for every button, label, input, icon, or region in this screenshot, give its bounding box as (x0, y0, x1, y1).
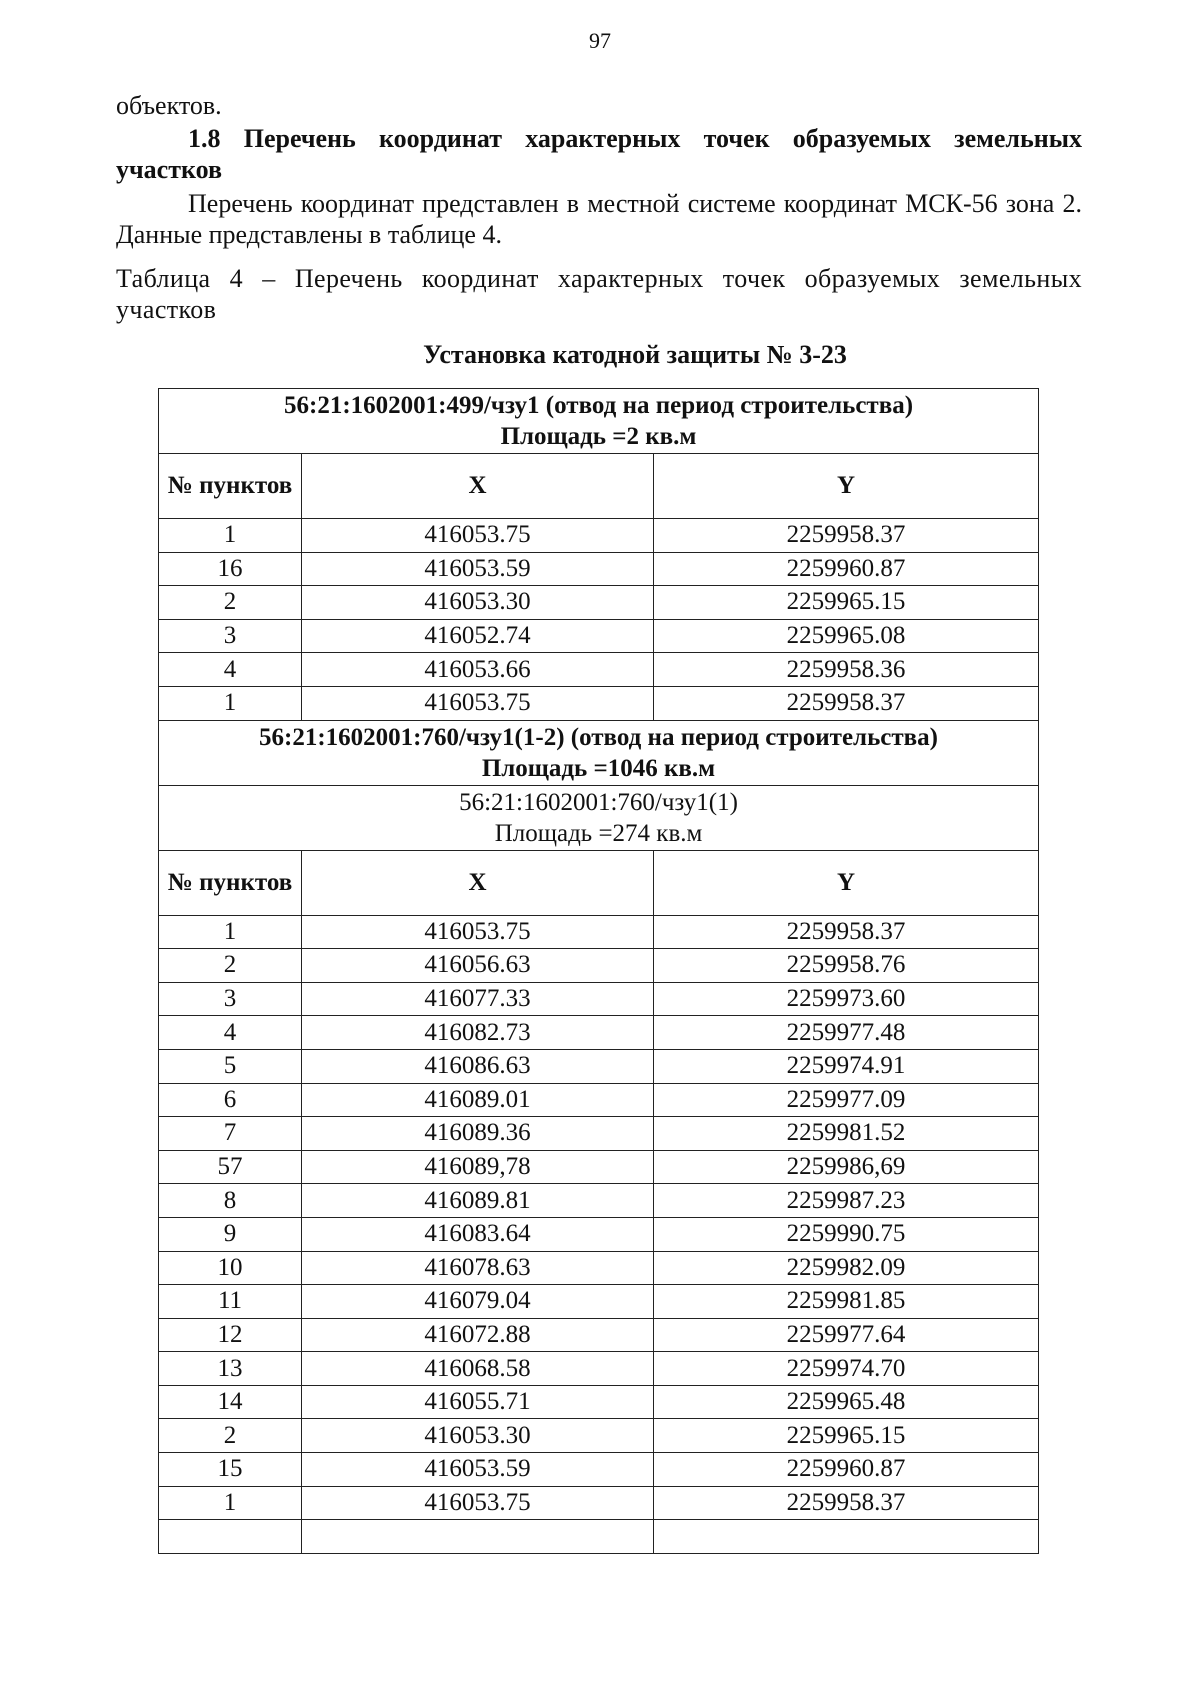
section1-col-n-header: № пунктов (159, 454, 302, 519)
point-number-cell: 4 (159, 653, 302, 687)
table-row (159, 1184, 1039, 1218)
y-coordinate-cell: 2259974.70 (654, 1352, 1039, 1386)
section1-title-cell (159, 389, 1039, 454)
table-row (159, 1117, 1039, 1151)
x-coordinate-cell: 416072.88 (302, 1318, 654, 1352)
y-coordinate-cell: 2259981.52 (654, 1117, 1039, 1151)
table-row (159, 1486, 1039, 1520)
y-coordinate-cell: 2259958.36 (654, 653, 1039, 687)
x-coordinate-cell: 416089.36 (302, 1117, 654, 1151)
y-coordinate-cell: 2259986,69 (654, 1150, 1039, 1184)
x-coordinate-cell: 416056.63 (302, 949, 654, 983)
table-row (159, 1385, 1039, 1419)
table-title: Установка катодной защиты № 3-23 (423, 340, 847, 369)
x-coordinate-cell: 416053.75 (302, 519, 654, 553)
y-coordinate-cell: 2259974.91 (654, 1049, 1039, 1083)
table-row (159, 1217, 1039, 1251)
y-coordinate-cell: 2259965.15 (654, 586, 1039, 620)
x-coordinate-cell: 416078.63 (302, 1251, 654, 1285)
x-coordinate-cell: 416079.04 (302, 1285, 654, 1319)
point-number-cell: 2 (159, 949, 302, 983)
point-number-cell: 9 (159, 1217, 302, 1251)
table-row (159, 619, 1039, 653)
point-number-cell: 2 (159, 1419, 302, 1453)
table-row (159, 1083, 1039, 1117)
x-coordinate-cell: 416089.01 (302, 1083, 654, 1117)
section1-col-x-header: X (302, 454, 654, 519)
point-number-cell: 57 (159, 1150, 302, 1184)
table-row (159, 982, 1039, 1016)
section2-title-row (159, 720, 1039, 785)
point-number-cell: 6 (159, 1083, 302, 1117)
point-number-cell: 1 (159, 686, 302, 720)
table-row (159, 1318, 1039, 1352)
y-coordinate-cell: 2259958.37 (654, 519, 1039, 553)
y-coordinate-cell: 2259958.37 (654, 1486, 1039, 1520)
point-number-cell: 10 (159, 1251, 302, 1285)
point-number-cell: 2 (159, 586, 302, 620)
table-row (159, 552, 1039, 586)
y-coordinate-cell: 2259958.37 (654, 915, 1039, 949)
x-coordinate-cell: 416089.81 (302, 1184, 654, 1218)
y-coordinate-cell: 2259973.60 (654, 982, 1039, 1016)
point-number-cell: 1 (159, 915, 302, 949)
y-coordinate-cell: 2259958.76 (654, 949, 1039, 983)
point-number-cell: 12 (159, 1318, 302, 1352)
x-coordinate-cell: 416053.75 (302, 915, 654, 949)
empty-cell (159, 1520, 302, 1554)
section2-subtitle-cell (159, 785, 1039, 850)
x-coordinate-cell: 416086.63 (302, 1049, 654, 1083)
empty-cell (302, 1520, 654, 1554)
x-coordinate-cell: 416068.58 (302, 1352, 654, 1386)
point-number-cell: 4 (159, 1016, 302, 1050)
y-coordinate-cell: 2259965.48 (654, 1385, 1039, 1419)
y-coordinate-cell: 2259965.15 (654, 1419, 1039, 1453)
section2-subtitle-row (159, 785, 1039, 850)
x-coordinate-cell: 416053.75 (302, 686, 654, 720)
y-coordinate-cell: 2259982.09 (654, 1251, 1039, 1285)
y-coordinate-cell: 2259981.85 (654, 1285, 1039, 1319)
section1-title-row (159, 389, 1039, 454)
x-coordinate-cell: 416053.59 (302, 1453, 654, 1487)
section2-col-n-header: № пунктов (159, 850, 302, 915)
table-row (159, 586, 1039, 620)
table-row (159, 1150, 1039, 1184)
table-row (159, 1453, 1039, 1487)
table-row (159, 1049, 1039, 1083)
section2-col-x-header: X (302, 850, 654, 915)
y-coordinate-cell: 2259987.23 (654, 1184, 1039, 1218)
table-row (159, 653, 1039, 687)
coordinates-table-body (159, 389, 1039, 1554)
lead-text: объектов. (116, 91, 222, 120)
section2-area: Площадь =1046 кв.м (481, 754, 716, 782)
point-number-cell: 1 (159, 1486, 302, 1520)
table-row (159, 519, 1039, 553)
section2-title: 56:21:1602001:760/чзу1(1-2) (отвод на период строительства) (259, 723, 939, 751)
y-coordinate-cell: 2259977.09 (654, 1083, 1039, 1117)
x-coordinate-cell: 416089,78 (302, 1150, 654, 1184)
y-coordinate-cell: 2259960.87 (654, 552, 1039, 586)
x-coordinate-cell: 416082.73 (302, 1016, 654, 1050)
empty-cell (654, 1520, 1039, 1554)
section1-title: 56:21:1602001:499/чзу1 (отвод на период строительства) (284, 392, 914, 419)
coordinates-table (158, 388, 1039, 1554)
table-row (159, 1352, 1039, 1386)
point-number-cell: 16 (159, 552, 302, 586)
table-row (159, 686, 1039, 720)
table-row (159, 949, 1039, 983)
x-coordinate-cell: 416053.30 (302, 1419, 654, 1453)
y-coordinate-cell: 2259960.87 (654, 1453, 1039, 1487)
x-coordinate-cell: 416055.71 (302, 1385, 654, 1419)
point-number-cell: 3 (159, 982, 302, 1016)
section2-subarea: Площадь =274 кв.м (494, 819, 703, 847)
table-row (159, 1016, 1039, 1050)
table-row (159, 1285, 1039, 1319)
point-number-cell: 3 (159, 619, 302, 653)
section2-column-header-row (159, 850, 1039, 915)
y-coordinate-cell: 2259990.75 (654, 1217, 1039, 1251)
section-heading: 1.8 Перечень координат характерных точек образуемых земельных участков (116, 124, 1082, 184)
section2-col-y-header: Y (654, 850, 1039, 915)
x-coordinate-cell: 416053.75 (302, 1486, 654, 1520)
y-coordinate-cell: 2259977.64 (654, 1318, 1039, 1352)
table-row (159, 915, 1039, 949)
empty-row (159, 1520, 1039, 1554)
table-caption: Таблица 4 – Перечень координат характерных точек образуемых земельных участков (116, 264, 1082, 324)
point-number-cell: 5 (159, 1049, 302, 1083)
x-coordinate-cell: 416053.59 (302, 552, 654, 586)
section1-column-header-row (159, 454, 1039, 519)
body-paragraph: Перечень координат представлен в местной системе координат МСК-56 зона 2. Данные представлены в таблице 4. (116, 189, 1082, 249)
x-coordinate-cell: 416083.64 (302, 1217, 654, 1251)
point-number-cell: 15 (159, 1453, 302, 1487)
section1-area: Площадь =2 кв.м (500, 423, 697, 450)
section2-subtitle: 56:21:1602001:760/чзу1(1) (459, 788, 738, 816)
point-number-cell: 8 (159, 1184, 302, 1218)
x-coordinate-cell: 416077.33 (302, 982, 654, 1016)
point-number-cell: 7 (159, 1117, 302, 1151)
y-coordinate-cell: 2259977.48 (654, 1016, 1039, 1050)
point-number-cell: 1 (159, 519, 302, 553)
y-coordinate-cell: 2259958.37 (654, 686, 1039, 720)
point-number-cell: 11 (159, 1285, 302, 1319)
section1-col-y-header: Y (654, 454, 1039, 519)
x-coordinate-cell: 416053.30 (302, 586, 654, 620)
y-coordinate-cell: 2259965.08 (654, 619, 1039, 653)
section2-title-cell (159, 720, 1039, 785)
x-coordinate-cell: 416052.74 (302, 619, 654, 653)
point-number-cell: 14 (159, 1385, 302, 1419)
table-row (159, 1419, 1039, 1453)
point-number-cell: 13 (159, 1352, 302, 1386)
x-coordinate-cell: 416053.66 (302, 653, 654, 687)
table-row (159, 1251, 1039, 1285)
page-number: 97 (589, 28, 611, 53)
